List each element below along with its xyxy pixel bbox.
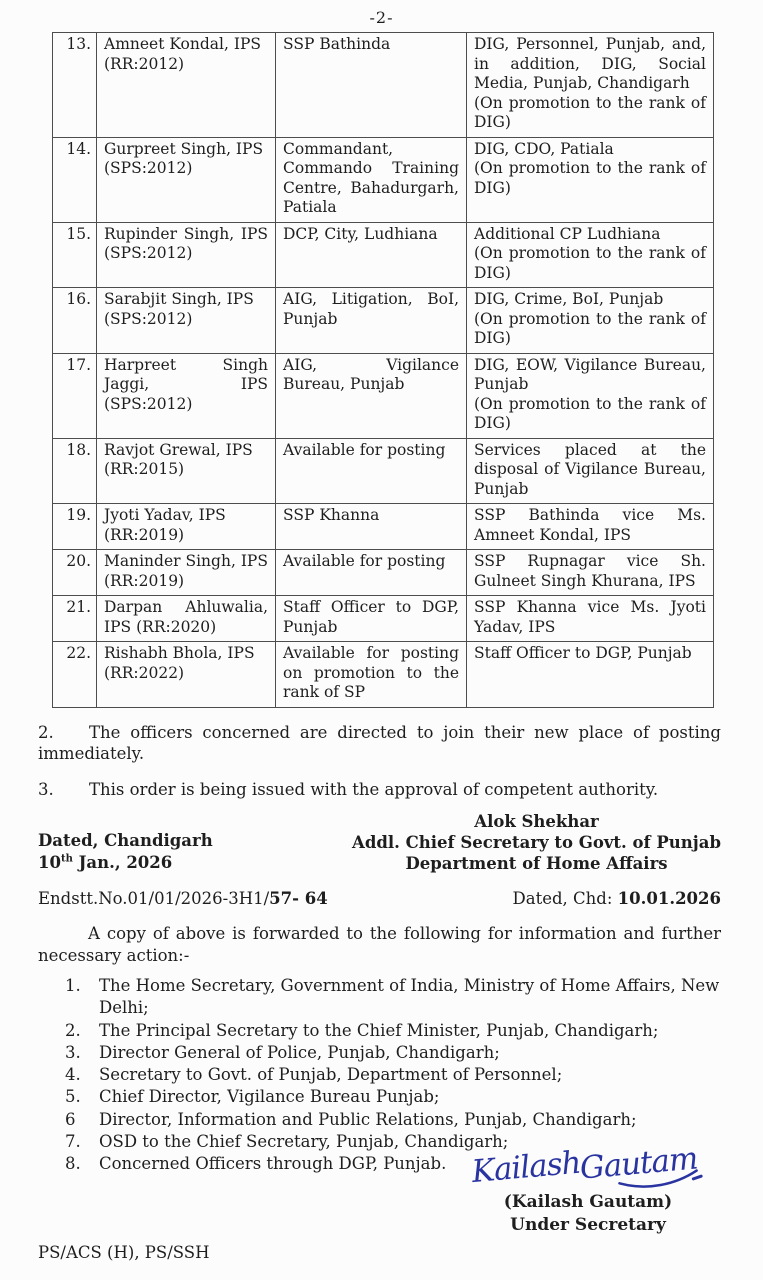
signer-designation: Under Secretary: [510, 1214, 666, 1235]
signature-block: [38, 811, 721, 874]
cell-new-posting: Additional CP Ludhiana (On promotion to the rank of DIG): [467, 222, 714, 288]
page-number: -2-: [369, 8, 394, 27]
cell-new-posting: Staff Officer to DGP, Punjab: [467, 642, 714, 708]
cell-new-posting: SSP Rupnagar vice Sh. Gulneet Singh Khurana, IPS: [467, 550, 714, 596]
paragraph-3-text: This order is being issued with the approval of competent authority.: [89, 779, 659, 799]
table-row: [53, 222, 714, 288]
cell-officer-name: Jyoti Yadav, IPS (RR:2019): [97, 504, 276, 550]
paragraph-2-number: 2.: [38, 722, 54, 742]
cell-current-posting: DCP, City, Ludhiana: [276, 222, 467, 288]
list-item: [38, 1064, 721, 1086]
paragraph-2: [38, 722, 721, 765]
recipient-number: 7.: [65, 1132, 81, 1152]
recipient-number: 8.: [65, 1154, 81, 1174]
recipient-text: The Principal Secretary to the Chief Minister, Punjab, Chandigarh;: [99, 1020, 659, 1040]
cell-new-posting: DIG, Personnel, Punjab, and, in addition, DIG, Social Media, Punjab, Chandigarh (On promotion to the rank of DIG): [467, 33, 714, 138]
signature-text-first: Kailash: [470, 1144, 582, 1190]
cell-serial: 17.: [53, 353, 97, 438]
recipient-number: 3.: [65, 1042, 81, 1062]
signature-text-last: Gautam: [578, 1140, 699, 1187]
recipient-text: The Home Secretary, Government of India, Ministry of Home Affairs, New Delhi;: [99, 976, 720, 1018]
cell-new-posting: SSP Khanna vice Ms. Jyoti Yadav, IPS: [467, 596, 714, 642]
endorsement-date-value: 10.01.2026: [617, 889, 721, 908]
table-row: [53, 642, 714, 708]
cell-serial: 19.: [53, 504, 97, 550]
list-item: [38, 1086, 721, 1108]
dated-date: [38, 852, 213, 874]
date-rest: Jan., 2026: [72, 853, 173, 872]
cell-new-posting: DIG, Crime, BoI, Punjab (On promotion to the rank of DIG): [467, 288, 714, 354]
paragraph-3: [38, 779, 721, 801]
signer-name: (Kailash Gautam): [503, 1191, 673, 1212]
recipient-text: Chief Director, Vigilance Bureau Punjab;: [99, 1087, 440, 1107]
recipient-number: 2.: [65, 1020, 81, 1040]
table-row: [53, 504, 714, 550]
dated-place: Dated, Chandigarh: [38, 831, 213, 850]
cell-current-posting: Staff Officer to DGP, Punjab: [276, 596, 467, 642]
cell-officer-name: Rupinder Singh, IPS (SPS:2012): [97, 222, 276, 288]
endorsement-row: [38, 889, 721, 908]
cell-current-posting: SSP Bathinda: [276, 33, 467, 138]
cell-current-posting: AIG, Litigation, BoI, Punjab: [276, 288, 467, 354]
date-ordinal: th: [60, 853, 73, 865]
authority-name: Alok Shekhar: [474, 812, 599, 831]
authority-block: [352, 811, 721, 874]
table-row: [53, 353, 714, 438]
cell-officer-name: Sarabjit Singh, IPS (SPS:2012): [97, 288, 276, 354]
dated-block: [38, 830, 213, 874]
endorsement-date: [513, 889, 721, 908]
table-row: [53, 288, 714, 354]
cell-serial: 22.: [53, 642, 97, 708]
cell-current-posting: AIG, Vigilance Bureau, Punjab: [276, 353, 467, 438]
cell-serial: 21.: [53, 596, 97, 642]
cell-officer-name: Gurpreet Singh, IPS (SPS:2012): [97, 137, 276, 222]
authority-title-2: Department of Home Affairs: [405, 854, 668, 873]
cell-serial: 16.: [53, 288, 97, 354]
cell-serial: 18.: [53, 438, 97, 504]
cell-new-posting: SSP Bathinda vice Ms. Amneet Kondal, IPS: [467, 504, 714, 550]
cell-current-posting: Available for posting: [276, 438, 467, 504]
recipient-text: Concerned Officers through DGP, Punjab.: [99, 1154, 447, 1174]
recipient-number: 6: [65, 1109, 76, 1129]
date-day: 10: [38, 853, 61, 872]
paragraph-2-text: The officers concerned are directed to join their new place of posting immediately.: [38, 722, 721, 763]
cell-current-posting: Commandant, Commando Training Centre, Bahadurgarh, Patiala: [276, 137, 467, 222]
table-row: [53, 438, 714, 504]
endorsement-number-prefix: Endstt.No.01/01/2026-3H1/: [38, 889, 270, 908]
recipient-text: Director General of Police, Punjab, Chandigarh;: [99, 1042, 500, 1062]
list-item: [38, 1109, 721, 1131]
cell-officer-name: Amneet Kondal, IPS (RR:2012): [97, 33, 276, 138]
cell-new-posting: Services placed at the disposal of Vigilance Bureau, Punjab: [467, 438, 714, 504]
signer-block: [463, 1130, 713, 1235]
authority-title-1: Addl. Chief Secretary to Govt. of Punjab: [352, 833, 721, 852]
table-row: [53, 596, 714, 642]
cell-serial: 13.: [53, 33, 97, 138]
cell-officer-name: Ravjot Grewal, IPS (RR:2015): [97, 438, 276, 504]
recipient-number: 1.: [65, 976, 81, 995]
transfer-table: [52, 32, 714, 708]
cell-current-posting: Available for posting: [276, 550, 467, 596]
signature-image: [470, 1130, 706, 1200]
cell-officer-name: Darpan Ahluwalia, IPS (RR:2020): [97, 596, 276, 642]
list-item: [38, 975, 721, 1020]
footer-reference: PS/ACS (H), PS/SSH: [38, 1242, 210, 1262]
recipient-number: 5.: [65, 1087, 81, 1107]
endorsement-date-label: Dated, Chd:: [512, 889, 618, 908]
table-row: [53, 550, 714, 596]
recipient-number: 4.: [65, 1065, 81, 1085]
transfer-table-body: [53, 33, 714, 708]
cell-current-posting: SSP Khanna: [276, 504, 467, 550]
copy-forward-paragraph: A copy of above is forwarded to the following for information and further necessary action:-: [38, 924, 721, 965]
cell-officer-name: Rishabh Bhola, IPS (RR:2022): [97, 642, 276, 708]
cell-serial: 20.: [53, 550, 97, 596]
endorsement-number-bold: 57- 64: [269, 889, 328, 908]
cell-officer-name: Maninder Singh, IPS (RR:2019): [97, 550, 276, 596]
paragraph-3-number: 3.: [38, 779, 54, 799]
cell-serial: 14.: [53, 137, 97, 222]
cell-officer-name: Harpreet Singh Jaggi, IPS (SPS:2012): [97, 353, 276, 438]
recipient-text: OSD to the Chief Secretary, Punjab, Chandigarh;: [99, 1132, 509, 1152]
cell-new-posting: DIG, CDO, Patiala (On promotion to the rank of DIG): [467, 137, 714, 222]
table-row: [53, 33, 714, 138]
list-item: [38, 1020, 721, 1042]
cell-new-posting: DIG, EOW, Vigilance Bureau, Punjab (On promotion to the rank of DIG): [467, 353, 714, 438]
endorsement-number: [38, 889, 328, 908]
cell-current-posting: Available for posting on promotion to the rank of SP: [276, 642, 467, 708]
table-row: [53, 137, 714, 222]
list-item: [38, 1042, 721, 1064]
recipient-text: Director, Information and Public Relations, Punjab, Chandigarh;: [99, 1109, 637, 1129]
recipient-text: Secretary to Govt. of Punjab, Department of Personnel;: [99, 1065, 563, 1085]
cell-serial: 15.: [53, 222, 97, 288]
